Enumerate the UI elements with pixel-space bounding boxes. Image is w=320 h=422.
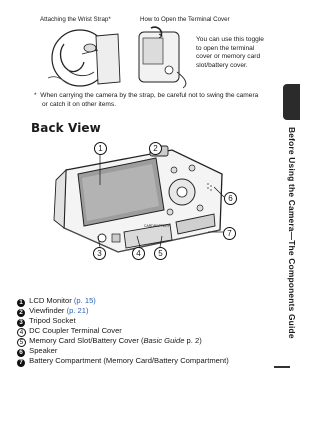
legend-number: 6 (17, 349, 25, 357)
callout-lcd-monitor: 1 (94, 142, 107, 155)
page-marker (274, 366, 290, 368)
legend-italic: Basic Guide (143, 336, 185, 345)
callout-tripod-socket: 3 (93, 247, 106, 260)
footnote-line: When carrying the camera by the strap, be careful not to swing the camera (40, 92, 259, 99)
legend-number: 5 (17, 338, 26, 347)
legend-number: 1 (17, 299, 25, 307)
page-link[interactable]: (p. 21) (66, 306, 89, 315)
terminal-cover-caption: How to Open the Terminal Cover (140, 16, 230, 23)
legend-number: 3 (17, 319, 25, 327)
legend-number: 7 (17, 359, 25, 367)
callout-dc-coupler: 4 (132, 247, 145, 260)
legend-item-card-slot (17, 336, 202, 347)
legend-item-dc-coupler (17, 326, 122, 337)
callout-viewfinder: 2 (149, 142, 162, 155)
legend-item-speaker (17, 346, 57, 357)
legend-item-viewfinder (17, 306, 89, 317)
chapter-title: Before Using the Camera—The Components Guide (287, 127, 297, 339)
footnote-mark: * (34, 92, 37, 99)
wrist-strap-caption: Attaching the Wrist Strap* (40, 16, 111, 23)
callout-card-slot: 5 (154, 247, 167, 260)
legend-text: Memory Card Slot/Battery Cover ( (29, 336, 144, 345)
toggle-note-line: cover or memory card (196, 53, 261, 61)
legend-text: DC Coupler Terminal Cover (29, 326, 122, 335)
section-title: Back View (31, 121, 101, 135)
callout-speaker: 6 (224, 192, 237, 205)
card-battery-label: CARD/BATTERY (144, 224, 170, 228)
toggle-note-line: You can use this toggle (196, 36, 264, 43)
toggle-note-line: to open the terminal (196, 44, 255, 52)
toggle-note-line: slot/battery cover. (196, 61, 248, 69)
legend-item-battery-compartment (17, 356, 229, 367)
legend-item-lcd-monitor (17, 296, 96, 307)
legend-text: Tripod Socket (28, 316, 76, 325)
legend-item-tripod-socket (17, 316, 76, 327)
page-link[interactable]: (p. 15) (73, 296, 96, 305)
legend-number: 4 (17, 328, 26, 337)
legend-text: Battery Compartment (Memory Card/Battery Compartment) (29, 356, 229, 365)
legend-text: Speaker (29, 346, 58, 355)
chapter-tab (283, 84, 300, 120)
callout-battery-compartment: 7 (223, 227, 236, 240)
legend-number: 2 (17, 309, 25, 317)
chapter-sidebar (272, 0, 300, 422)
footnote-line: or catch it on other items. (42, 100, 117, 108)
legend-text: Viewfinder (29, 306, 65, 315)
legend-text-after: p. 2) (184, 336, 202, 345)
legend-text: LCD Monitor (29, 296, 72, 305)
